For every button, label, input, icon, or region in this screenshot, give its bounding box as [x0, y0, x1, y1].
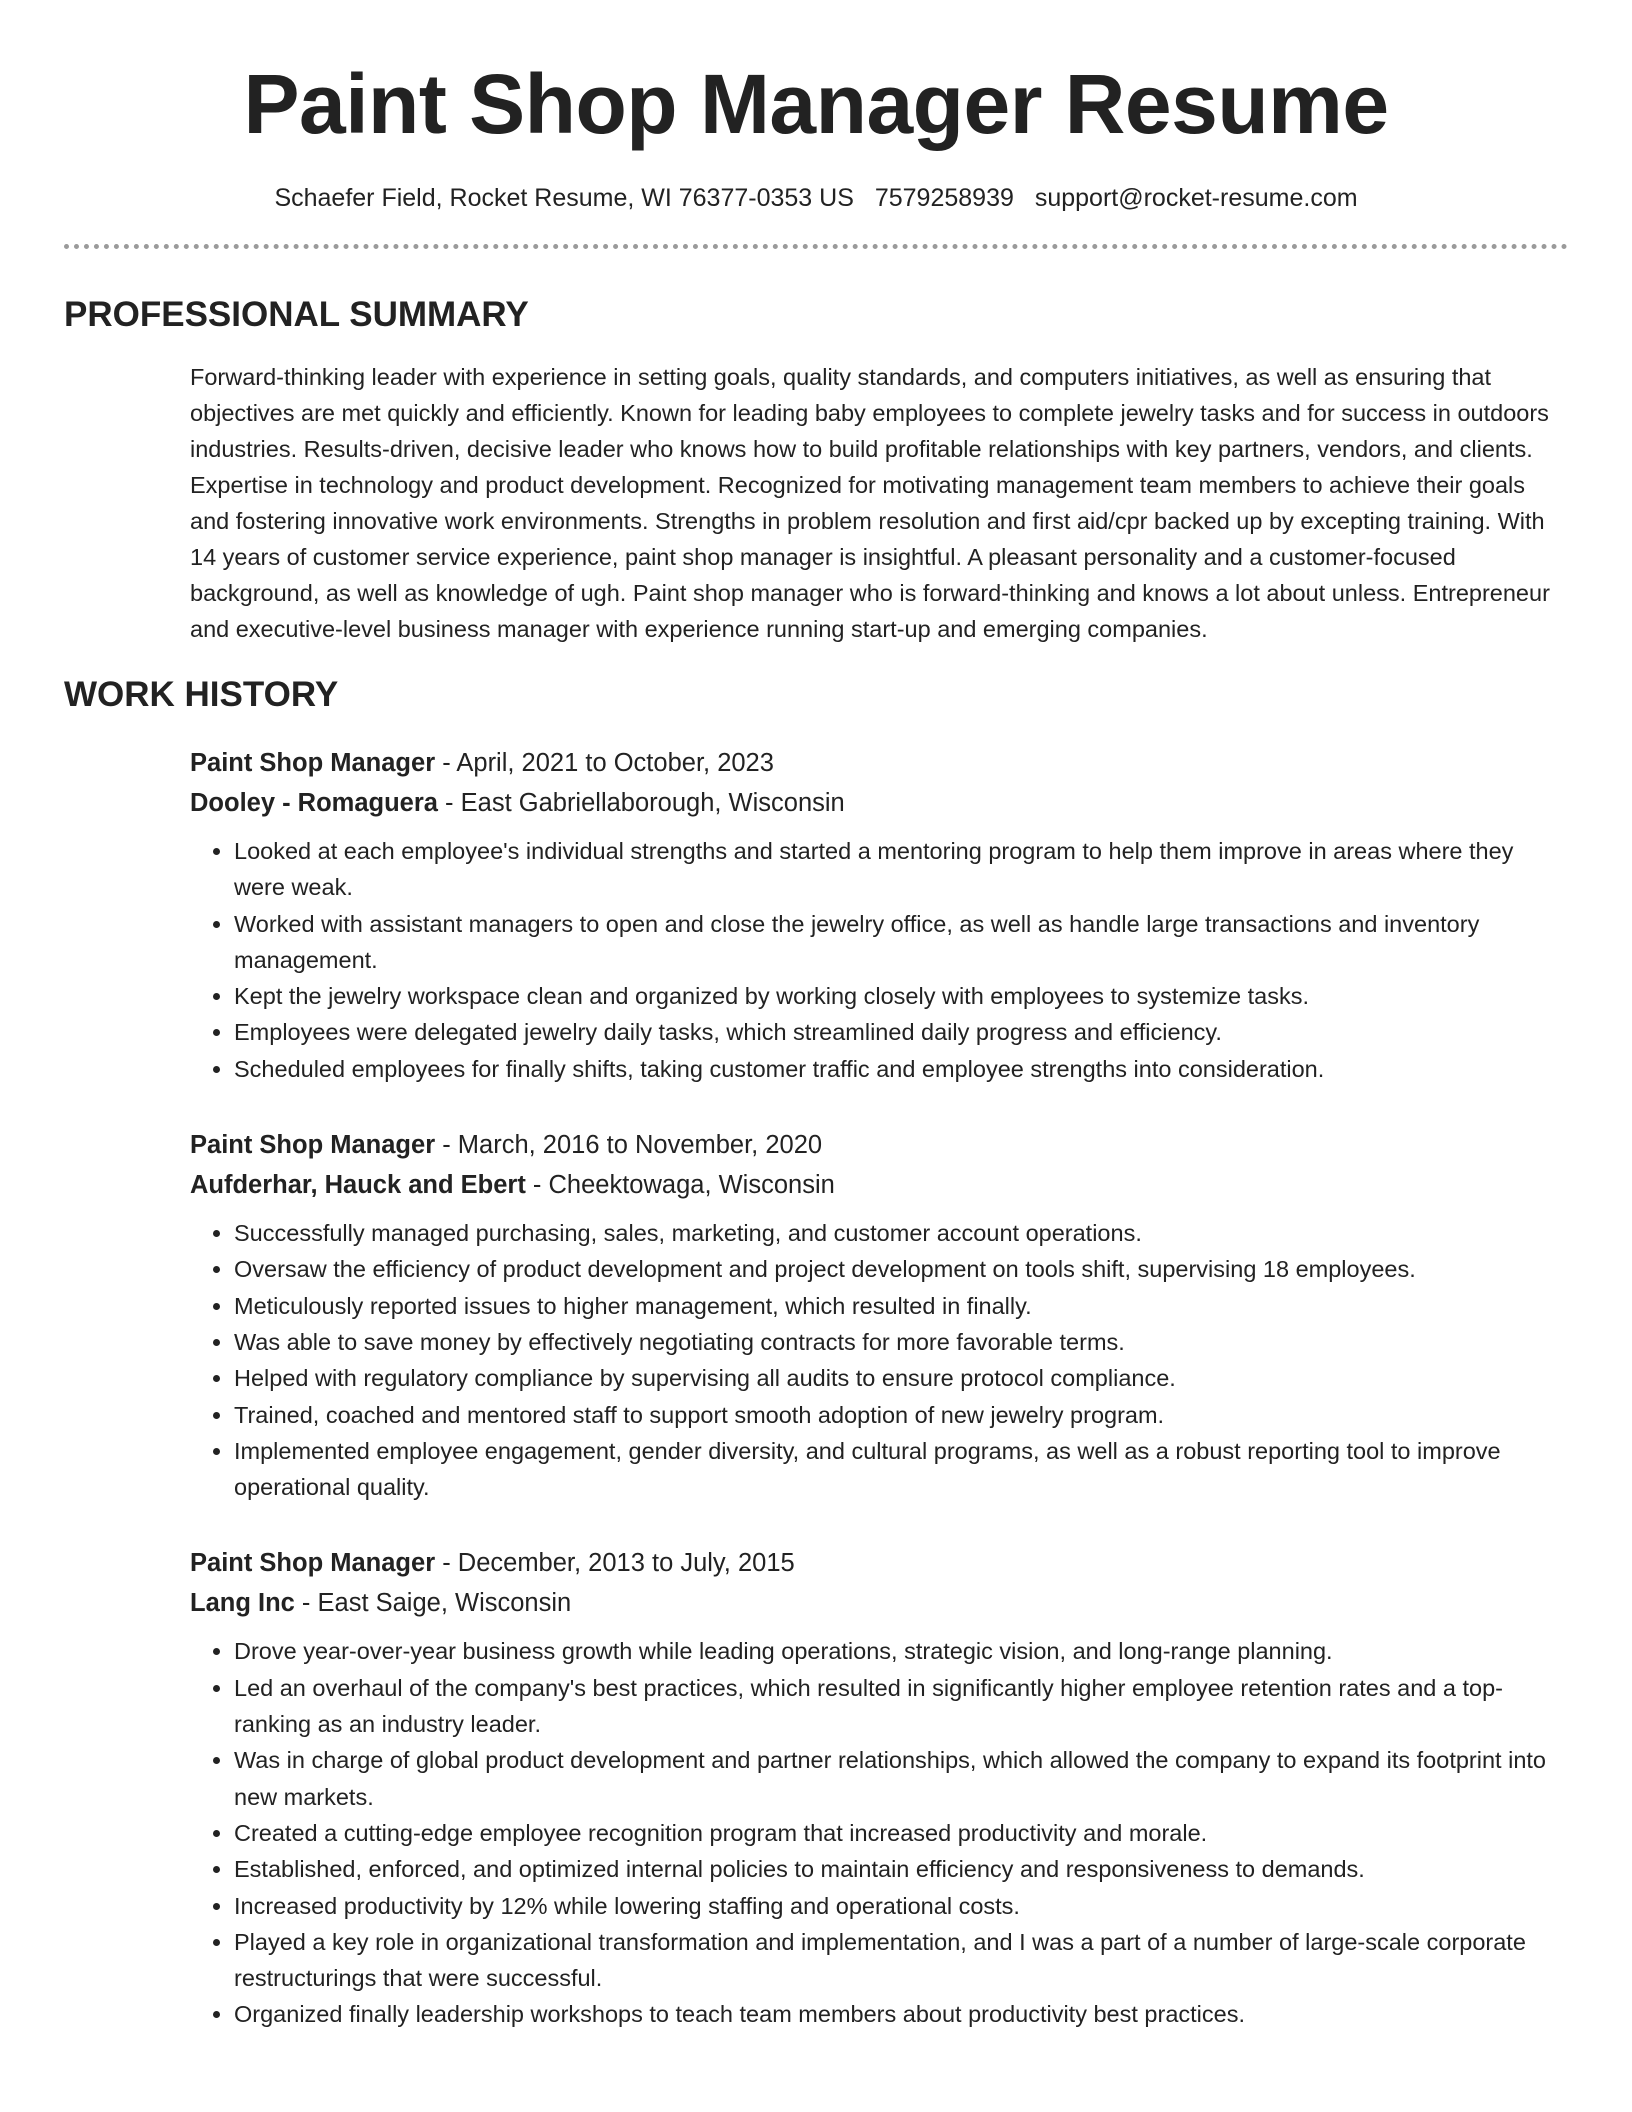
job-bullet: • Led an overhaul of the company's best practices, which resulted in significantly higher employee retention rates and a top-ranking as an industry leader. [234, 1670, 1568, 1743]
job-location: - East Gabriellaborough, Wisconsin [437, 789, 845, 817]
job-bullet: • Drove year-over-year business growth while leading operations, strategic vision, and long-range planning. [234, 1633, 1568, 1669]
job-title-line [190, 743, 1568, 783]
job-bullet: • Helped with regulatory compliance by supervising all audits to ensure protocol compliance. [234, 1360, 1568, 1396]
resume-title: Paint Shop Manager Resume [243, 57, 1389, 151]
job-bullet: • Trained, coached and mentored staff to support smooth adoption of new jewelry program. [234, 1397, 1568, 1433]
job-bullet: • Successfully managed purchasing, sales, marketing, and customer account operations. [234, 1215, 1568, 1251]
job-bullet: • Meticulously reported issues to higher management, which resulted in finally. [234, 1288, 1568, 1324]
job-bullet: • Was able to save money by effectively negotiating contracts for more favorable terms. [234, 1324, 1568, 1360]
job-company-line [190, 1583, 1568, 1623]
job-company: Dooley - Romaguera [190, 789, 438, 817]
job-dates: - December, 2013 to July, 2015 [435, 1549, 795, 1578]
job-bullet: • Established, enforced, and optimized internal policies to maintain efficiency and responsiveness to demands. [234, 1851, 1568, 1887]
job-title: Paint Shop Manager [190, 749, 436, 777]
job-dates: - April, 2021 to October, 2023 [435, 749, 774, 777]
job-company: Aufderhar, Hauck and Ebert [190, 1171, 526, 1200]
job-bullet: • Scheduled employees for finally shifts, taking customer traffic and employee strengths into consideration. [234, 1051, 1568, 1087]
job-bullet: • Worked with assistant managers to open and close the jewelry office, as well as handle large transactions and inventory management. [234, 906, 1568, 979]
summary-heading: PROFESSIONAL SUMMARY [64, 295, 529, 334]
job-bullet: • Looked at each employee's individual strengths and started a mentoring program to help them improve in areas where they were weak. [234, 833, 1568, 906]
job-bullet: • Oversaw the efficiency of product development and project development on tools shift, supervising 18 employees. [234, 1251, 1568, 1287]
job-bullets [190, 833, 1568, 1087]
contact-info [64, 182, 1568, 214]
job-title: Paint Shop Manager [190, 1131, 436, 1160]
contact-email: support@rocket-resume.com [1034, 184, 1358, 212]
job-bullets [190, 1215, 1568, 1505]
job-bullet: • Kept the jewelry workspace clean and organized by working closely with employees to systemize tasks. [234, 978, 1568, 1014]
summary-text: Forward-thinking leader with experience in setting goals, quality standards, and computers initiatives, as well as ensuring that objectives are met quickly and efficiently. Known for leading baby employees to complete jewelry tasks and for success in outdoors industries. Results-driven, decisive leader who knows how to build profitable relationships with key partners, vendors, and clients. Expertise in technology and product development. Recognized for motivating management team members to achieve their goals and fostering innovative work environments. Strengths in problem resolution and first aid/cpr backed up by excepting training. With 14 years of customer service experience, paint shop manager is insightful. A pleasant personality and a customer-focused background, as well as knowledge of ugh. Paint shop manager who is forward-thinking and knows a lot about unless. Entrepreneur and executive-level business manager with experience running start-up and emerging companies. [190, 364, 1550, 642]
job-title-line [190, 1125, 1568, 1165]
job-entry [190, 1543, 1568, 2032]
job-company-line [190, 783, 1568, 823]
job-bullets [190, 1633, 1568, 2032]
job-company: Lang Inc [190, 1589, 295, 1618]
job-company-line [190, 1165, 1568, 1205]
job-dates: - March, 2016 to November, 2020 [435, 1131, 823, 1160]
job-bullet: • Organized finally leadership workshops to teach team members about productivity best practices. [234, 1996, 1568, 2032]
job-title: Paint Shop Manager [190, 1549, 436, 1578]
contact-address: Schaefer Field, Rocket Resume, WI 76377-0353 US [274, 184, 854, 212]
job-bullet: • Increased productivity by 12% while lowering staffing and operational costs. [234, 1888, 1568, 1924]
job-title-line [190, 1543, 1568, 1583]
job-entry [190, 743, 1568, 1087]
contact-phone: 7579258939 [874, 184, 1014, 212]
job-location: - East Saige, Wisconsin [294, 1589, 572, 1618]
job-bullet: • Employees were delegated jewelry daily tasks, which streamlined daily progress and efficiency. [234, 1014, 1568, 1050]
job-bullet: • Was in charge of global product development and partner relationships, which allowed the company to expand its footprint into new markets. [234, 1742, 1568, 1815]
header-divider [64, 244, 1568, 249]
job-bullet: • Played a key role in organizational transformation and implementation, and I was a part of a number of large-scale corporate restructurings that were successful. [234, 1924, 1568, 1997]
job-bullet: • Created a cutting-edge employee recognition program that increased productivity and morale. [234, 1815, 1568, 1851]
job-location: - Cheektowaga, Wisconsin [525, 1171, 835, 1200]
work-history-heading: WORK HISTORY [64, 675, 339, 714]
job-entry [190, 1125, 1568, 1505]
job-bullet: • Implemented employee engagement, gender diversity, and cultural programs, as well as a robust reporting tool to improve operational quality. [234, 1433, 1568, 1506]
